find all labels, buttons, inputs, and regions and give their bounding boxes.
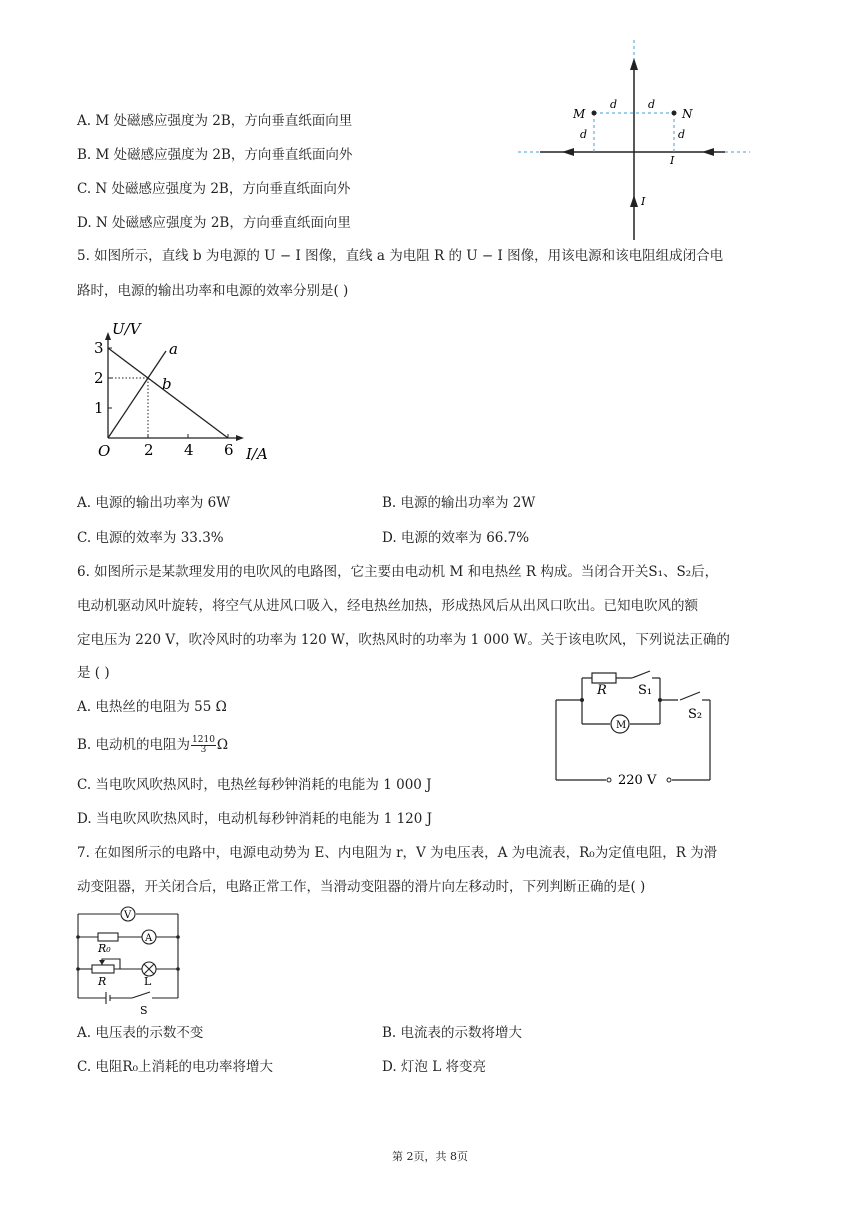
q5-stem-line2: 路时，电源的输出功率和电源的效率分别是( ) (77, 283, 349, 299)
svg-text:R: R (98, 975, 107, 988)
svg-text:R: R (597, 683, 607, 698)
q6-option-a: A. 电热丝的电阻为 55 Ω (77, 699, 227, 715)
arrow-up-icon (630, 58, 638, 70)
point-n (672, 111, 677, 116)
q6-stem-line3: 定电压为 220 V，吹冷风时的功率为 120 W，吹热风时的功率为 1 000 W。关于该电吹风，下列说法正确的 (77, 632, 730, 648)
q5-option-d: D. 电源的效率为 66.7% (382, 530, 530, 546)
series-label-a: a (169, 340, 178, 358)
y-tick-label: 1 (94, 399, 104, 417)
q7-option-a: A. 电压表的示数不变 (77, 1025, 204, 1041)
q5-option-c: C. 电源的效率为 33.3% (77, 530, 224, 546)
svg-text:d: d (648, 98, 656, 111)
q6-option-c: C. 当电吹风吹热风时，电热丝每秒钟消耗的电能为 1 000 J (77, 777, 432, 793)
q7-option-c: C. 电阻R₀上消耗的电功率将增大 (77, 1059, 274, 1075)
series-line-a (108, 351, 166, 438)
q7-option-b: B. 电流表的示数将增大 (382, 1025, 523, 1041)
lamp-icon: L (144, 975, 152, 988)
series-line-b (108, 348, 228, 438)
svg-text:S₂: S₂ (688, 707, 703, 722)
svg-text:N: N (682, 107, 693, 121)
chart-xlabel: I/A (246, 445, 268, 463)
q4-option-a: A. M 处磁感应强度为 2B，方向垂直纸面向里 (77, 113, 353, 129)
x-tick-label: 4 (184, 441, 194, 459)
y-tick-label: 2 (94, 369, 104, 387)
y-tick-label: 3 (94, 339, 104, 357)
q4-option-c: C. N 处磁感应强度为 2B，方向垂直纸面向外 (77, 181, 351, 197)
q6-option-b: B. 电动机的电阻为 $\frac{1210}{3}$ Ω (77, 735, 229, 755)
chart-origin: O (98, 442, 111, 460)
q7-circuit-figure (74, 904, 184, 1016)
q5-option-b: B. 电源的输出功率为 2W (382, 495, 536, 511)
q6-option-d: D. 当电吹风吹热风时，电动机每秒钟消耗的电能为 1 120 J (77, 811, 433, 827)
q4-wire-figure (510, 40, 760, 240)
svg-text:d: d (610, 98, 618, 111)
y-axis-arrow-icon (105, 332, 111, 340)
svg-text:R₀: R₀ (98, 942, 111, 955)
x-tick-label: 6 (224, 441, 234, 459)
q5-ui-chart (86, 318, 286, 468)
svg-text:I: I (641, 195, 646, 208)
q5-option-a: A. 电源的输出功率为 6W (77, 495, 231, 511)
page-footer: 第 2页，共 8页 (392, 1150, 468, 1163)
q4-option-d: D. N 处磁感应强度为 2B，方向垂直纸面向里 (77, 215, 351, 231)
q6-circuit-figure (550, 662, 720, 787)
q4-option-b: B. M 处磁感应强度为 2B，方向垂直纸面向外 (77, 147, 353, 163)
chart-ylabel: U/V (112, 320, 141, 338)
x-tick-label: 2 (144, 441, 154, 459)
arrow-up-icon (630, 195, 638, 207)
svg-text:M: M (573, 107, 586, 121)
q6-stem-line2: 电动机驱动风叶旋转，将空气从进风口吸入，经电热丝加热，形成热风后从出风口吹出。已知电吹风的额 (77, 598, 698, 614)
series-label-b: b (162, 375, 172, 393)
svg-text:d: d (678, 128, 686, 141)
q7-stem-line1: 7. 在如图所示的电路中，电源电动势为 E、内电阻为 r，V 为电压表，A 为电流表，R₀为定值电阻，R 为滑 (77, 845, 718, 861)
svg-text:S: S (140, 1004, 148, 1016)
ammeter-icon: A (145, 933, 153, 944)
q7-option-d: D. 灯泡 L 将变亮 (382, 1059, 486, 1075)
svg-text:I: I (670, 154, 675, 167)
motor-icon: M (616, 720, 627, 731)
q6-stem-line4: 是 ( ) (77, 665, 110, 681)
svg-text:220 V: 220 V (618, 773, 657, 787)
x-axis-arrow-icon (236, 435, 244, 441)
arrow-left-icon (702, 148, 714, 156)
arrow-left-icon (562, 148, 574, 156)
q5-stem-line1: 5. 如图所示，直线 b 为电源的 U − I 图像，直线 a 为电阻 R 的 U − I 图像，用该电源和该电阻组成闭合电 (77, 248, 724, 264)
svg-text:d: d (580, 128, 588, 141)
point-m (592, 111, 597, 116)
fraction: $\frac{1210}{3}$ (192, 735, 215, 755)
voltmeter-icon: V (124, 910, 132, 921)
svg-text:S₁: S₁ (638, 683, 653, 698)
q7-stem-line2: 动变阻器，开关闭合后，电路正常工作，当滑动变阻器的滑片向左移动时，下列判断正确的是( ) (77, 879, 646, 895)
q6-stem-line1: 6. 如图所示是某款理发用的电吹风的电路图，它主要由电动机 M 和电热丝 R 构成。当闭合开关S₁、S₂后， (77, 564, 719, 580)
